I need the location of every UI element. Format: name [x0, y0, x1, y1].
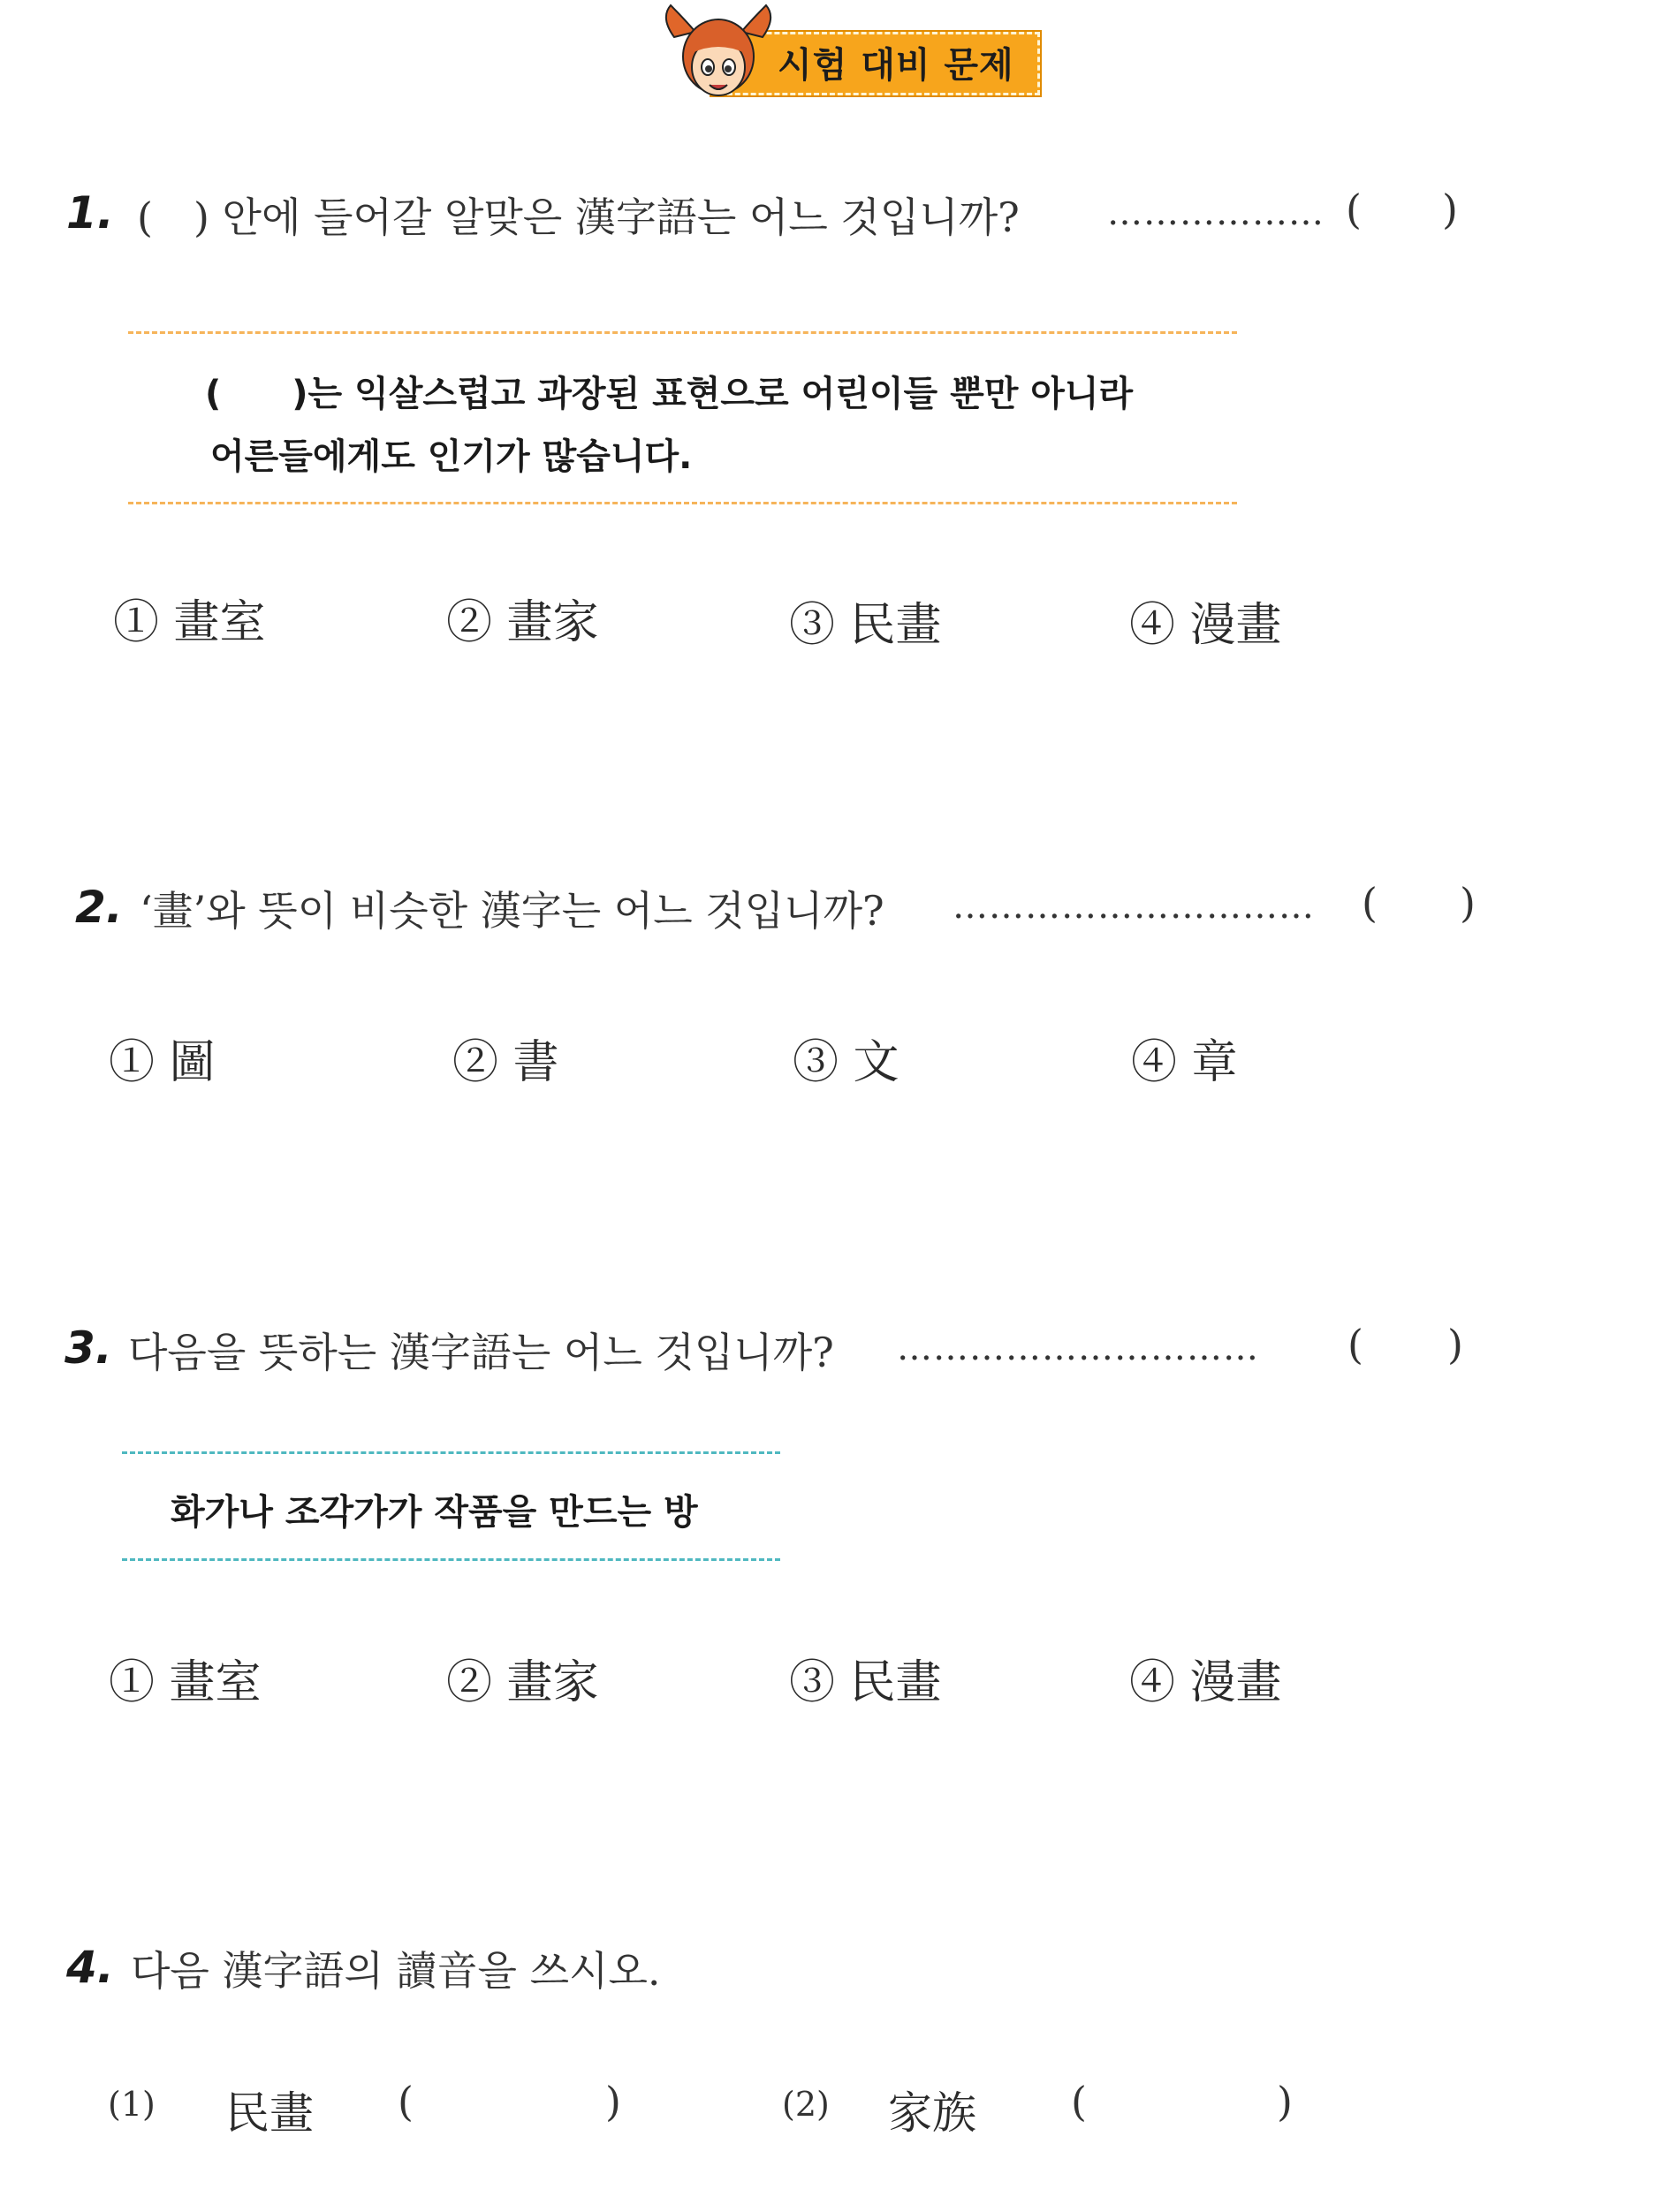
- q4-item-2-answer-open[interactable]: (: [1071, 2078, 1087, 2125]
- q2-dots: …………………………: [953, 886, 1315, 927]
- q2-option-2[interactable]: ② 書: [452, 1036, 559, 1089]
- q4-item-1-answer-close[interactable]: ): [605, 2078, 621, 2125]
- q3-box-line1: 화가나 조각가가 작품을 만드는 방: [171, 1492, 698, 1533]
- q2-text: ‘畫’와 뜻이 비슷한 漢字는 어느 것입니까?: [140, 887, 884, 935]
- q4-item-2-answer-close[interactable]: ): [1277, 2078, 1293, 2125]
- q1-answer-close: ): [1442, 186, 1458, 233]
- q1-box-bottom-border: [128, 502, 1237, 504]
- q4-number: 4.: [66, 1942, 114, 1993]
- q3-dots: …………………………: [897, 1328, 1259, 1368]
- q3-option-2[interactable]: ② 畫家: [446, 1656, 599, 1709]
- q2-answer-close: ): [1460, 879, 1476, 927]
- q1-dots: ………………: [1107, 193, 1325, 233]
- q3-box-top-border: [122, 1451, 780, 1454]
- q2-option-1[interactable]: ① 圖: [109, 1036, 216, 1089]
- q4-text: 다음 漢字語의 讀音을 쓰시오.: [131, 1947, 661, 1995]
- q3-option-1[interactable]: ① 畫室: [109, 1656, 262, 1709]
- q1-number: 1.: [66, 187, 114, 239]
- q2-option-4[interactable]: ④ 章: [1131, 1036, 1238, 1089]
- q3-box-bottom-border: [122, 1558, 780, 1561]
- q3-text: 다음을 뜻하는 漢字語는 어느 것입니까?: [128, 1329, 834, 1376]
- q4-item-2-label: (2): [782, 2085, 830, 2124]
- q4-item-1-label: (1): [108, 2085, 156, 2124]
- q2-number: 2.: [75, 882, 123, 933]
- q1-box-line2: 어른들에게도 인기가 많습니다.: [210, 436, 693, 477]
- girl-mascot-icon: [658, 2, 778, 106]
- q2-option-3[interactable]: ③ 文: [793, 1036, 900, 1089]
- q1-box-top-border: [128, 331, 1237, 334]
- q1-answer-open: (: [1346, 186, 1362, 233]
- q3-answer-open: (: [1347, 1321, 1363, 1368]
- q3-answer-close: ): [1447, 1321, 1463, 1368]
- q4-item-1-answer-open[interactable]: (: [398, 2078, 414, 2125]
- q3-number: 3.: [65, 1322, 112, 1374]
- q2-answer-open: (: [1362, 879, 1378, 927]
- q1-option-1[interactable]: ① 畫室: [113, 596, 266, 649]
- q1-option-2[interactable]: ② 畫家: [446, 596, 599, 649]
- q4-item-1-word: 民畫: [225, 2087, 314, 2139]
- header-title: 시험 대비 문제: [778, 45, 1014, 86]
- q1-option-4[interactable]: ④ 漫畫: [1129, 599, 1282, 652]
- q1-text: ( ) 안에 들어갈 알맞은 漢字語는 어느 것입니까?: [137, 193, 1020, 241]
- q4-item-2-word: 家族: [888, 2087, 976, 2139]
- q3-option-4[interactable]: ④ 漫畫: [1129, 1656, 1282, 1709]
- q1-option-3[interactable]: ③ 民畫: [789, 599, 942, 652]
- q3-option-3[interactable]: ③ 民畫: [789, 1656, 942, 1709]
- q1-box-line1: ( )는 익살스럽고 과장된 표현으로 어린이들 뿐만 아니라: [205, 374, 1134, 414]
